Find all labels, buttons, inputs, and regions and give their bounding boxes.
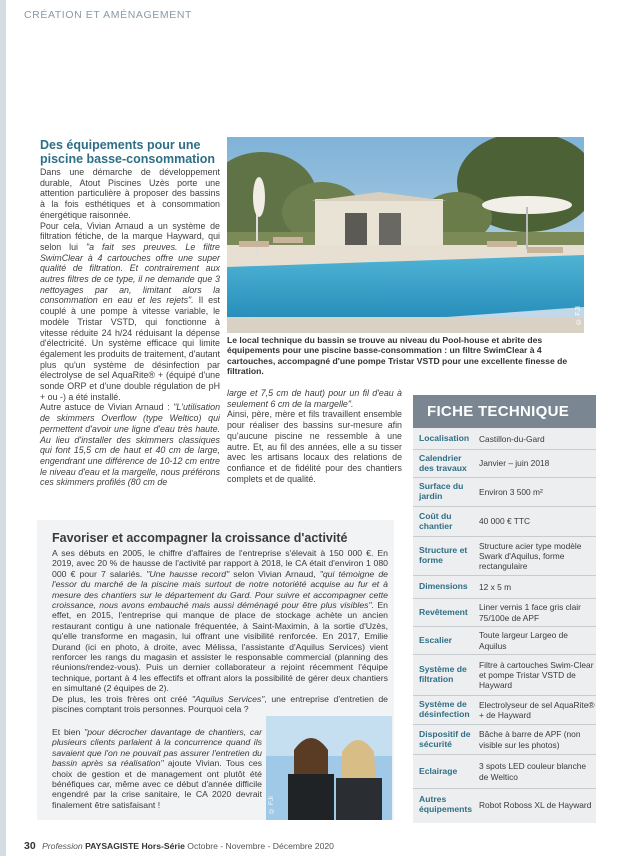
fiche-row <box>413 725 596 754</box>
section-header: CRÉATION ET AMÉNAGEMENT <box>24 9 193 21</box>
team-photo <box>266 716 392 820</box>
fiche-row <box>413 576 596 598</box>
paragraph: Et bien "pour décrocher davantage de chantiers, car plusieurs clients parlaient à la concurrence quand ils savaient que l'on ne pouvait pas assurer l'entretien du bassin après sa réalisation" ajoute Vivian. Tous ces choix de gestion et de management ont plutôt été bénéfiques car, même avec ce début d'année difficile engendré par la crise sanitaire, le CA 2020 devrait finalement être satisfaisant ! <box>52 727 262 810</box>
fiche-row <box>413 478 596 506</box>
paragraph: De plus, les trois frères ont créé "Aquilus Services", une entreprise d'entretien de piscines comptant trois personnes. Pourquoi cela ? <box>52 693 389 715</box>
fiche-value: Bâche à barre de APF (non visible sur les photos) <box>479 729 581 750</box>
fiche-value: 3 spots LED couleur blanche de Weltico <box>479 761 587 782</box>
page-number: 30 <box>24 840 36 852</box>
fiche-row <box>413 655 596 695</box>
fiche-row <box>413 429 596 449</box>
fiche-value: Electrolyseur de sel AquaRite® + de Hayward <box>479 699 595 720</box>
photo-credit: © FJI <box>575 306 582 325</box>
fiche-value: Structure acier type modèle Swark d'Aquilus, forme rectangulaire <box>479 540 582 572</box>
fiche-technique-title: FICHE TECHNIQUE <box>413 395 596 428</box>
fiche-row <box>413 696 596 724</box>
photo-caption: Le local technique du bassin se trouve au niveau du Pool-house et abrite des équipements pour une piscine basse-consommation : un filtre SwimClear à 4 cartouches, accompagné d'une pompe Tristar VSTD pour une excellente finesse de filtration. <box>227 335 568 377</box>
fiche-label: Système de filtration <box>419 664 467 684</box>
fiche-row <box>413 755 596 788</box>
page-edge-bar <box>0 0 6 856</box>
fiche-label: Localisation <box>419 433 470 444</box>
paragraph: Ainsi, père, mère et fils travaillent ensemble pour réaliser des bassins sur-mesure afin qu'aucune piscine ne ressemble à une autre. Et, au fil des années, elle a su tisser avec les artisans locaux des relations de confiance et de fidélité pour des chantiers complets et de qualité. <box>227 409 402 484</box>
fiche-value: Castillon-du-Gard <box>479 433 545 444</box>
pool-image <box>227 137 584 333</box>
fiche-label: Eclairage <box>419 765 458 776</box>
fiche-value: Janvier – juin 2018 <box>479 458 550 469</box>
fiche-row <box>413 537 596 575</box>
article-title: Des équipements pour une piscine basse-consommation <box>40 138 216 166</box>
page-footer <box>24 840 334 852</box>
fiche-value: Liner vernis 1 face gris clair 75/100e de APF <box>479 602 581 623</box>
growth-box-text-top <box>52 548 388 715</box>
fiche-value: Toute largeur Largeo de Aquilus <box>479 630 568 651</box>
fiche-row <box>413 789 596 821</box>
fiche-row <box>413 599 596 626</box>
fiche-label: Escalier <box>419 634 452 645</box>
magazine-name: Profession <box>42 841 83 851</box>
fiche-label: Calendrier des travaux <box>419 452 467 473</box>
magazine-name-2: PAYSAGISTE <box>85 841 140 851</box>
fiche-label: Système de désinfection <box>419 699 470 719</box>
fiche-label: Structure et forme <box>419 545 468 565</box>
photo-credit: © FJI <box>268 796 275 814</box>
edition: Hors-Série <box>141 841 185 851</box>
fiche-label: Autres équipements <box>419 794 473 814</box>
fiche-value: Environ 3 500 m² <box>479 486 543 497</box>
fiche-value: Robot Roboss XL de Hayward <box>479 799 592 810</box>
paragraph: A ses débuts en 2005, le chiffre d'affaires de l'entreprise s'élevait à 150 000 €. En 2019, avec 20 % de hausse de l'activité par rapport à 2018, le CA était d'environ 1 080 000 € pour 7 salariés. "Une hausse record" selon Vivian Arnaud, "qui témoigne de l'essor du marché de la piscine mais surtout de notre notoriété acquise au fur et à mesure des chantiers sur le département du Gard. Pour suivre et accompagner cette croissance, nous avons embauché mais aussi déménagé pour être plus visibles". En effet, en 2015, l'entreprise qui manque de place de stockage achète un ancien restaurant contigu à une nationale fréquentée, à Saint-Maximin, à la sortie d'Uzès, qu'elle transforme en magasin, lui offrant une visibilité renforcée. En 2017, Emilie Durand (ici en photo, à droite, avec Mélissa, l'assistante d'Aquilus Services) vient renforcer les rangs du magasin et assister le responsable commercial (planning des réunions/rendez-vous). Puis un dernier collaborateur a rejoint récemment l'équipe technique, portant à 4 les effectifs et offrant alors la possibilité de gérer deux chantiers en simultané (2 équipes de 2). <box>52 548 388 694</box>
fiche-label: Dimensions <box>419 581 468 592</box>
growth-box-text-bottom <box>52 727 262 810</box>
fiche-label: Coût du chantier <box>419 510 453 531</box>
fiche-value: 12 x 5 m <box>479 581 512 592</box>
fiche-value: 40 000 € TTC <box>479 516 531 527</box>
fiche-row <box>413 450 596 477</box>
article-column-1 <box>40 167 220 488</box>
paragraph: Autre astuce de Vivian Arnaud : "L'utilisation de skimmers Overflow (type Weltico) qui permettent d'avoir une ligne d'eau très haute. Au lieu d'installer des skimmers classiques qui font 15,5 cm de haut et 40 cm de large, engendrant une différence de 10-12 cm entre le niveau d'eau et la margelle, nous préférons ces skimmers profilés (80 cm de <box>40 402 220 488</box>
fiche-label: Dispositif de sécurité <box>419 728 471 749</box>
paragraph: large et 7,5 cm de haut) pour un fil d'eau à seulement 6 cm de la margelle". <box>227 388 402 409</box>
issue-date: Octobre - Novembre - Décembre 2020 <box>187 841 334 851</box>
fiche-value: Filtre à cartouches Swim-Clear et pompe Tristar VSTD de Hayward <box>479 659 594 691</box>
fiche-label: Surface du jardin <box>419 481 464 501</box>
fiche-row <box>413 507 596 536</box>
growth-box-title: Favoriser et accompagner la croissance d'activité <box>52 531 348 545</box>
fiche-row <box>413 627 596 654</box>
pool-photo <box>227 137 584 333</box>
fiche-label: Revêtement <box>419 606 468 617</box>
paragraph: Dans une démarche de développement durable, Atout Piscines Uzès porte une attention particulière à proposer des bassins à la fois esthétiques et à consommation énergétique raisonnée. <box>40 167 220 220</box>
article-column-2 <box>227 388 402 484</box>
paragraph: Pour cela, Vivian Arnaud a un système de filtration fétiche, de la marque Hayward, qui selon lui "a fait ses preuves. Le filtre SwimClear à 4 cartouches offre une super qualité de filtration. Et contrairement aux autres filtres de ce type, il ne demande que 3 nettoyages par an, limitant alors la consommation en eau et les rejets". Il est couplé à une pompe à vitesse variable, le modèle Tristar VSTD, qui fonctionne à vitesse réduite 24 h/24 réduisant la dépense d'électricité. Un système efficace qui limite également les produits de traitement, d'autant plus qu'un système de désinfection par électrolyse de sel AquaRite® + (équipé d'une sonde ORP et d'une double régulation de pH + ou -) a été installé. <box>40 220 220 402</box>
team-image <box>266 716 392 820</box>
